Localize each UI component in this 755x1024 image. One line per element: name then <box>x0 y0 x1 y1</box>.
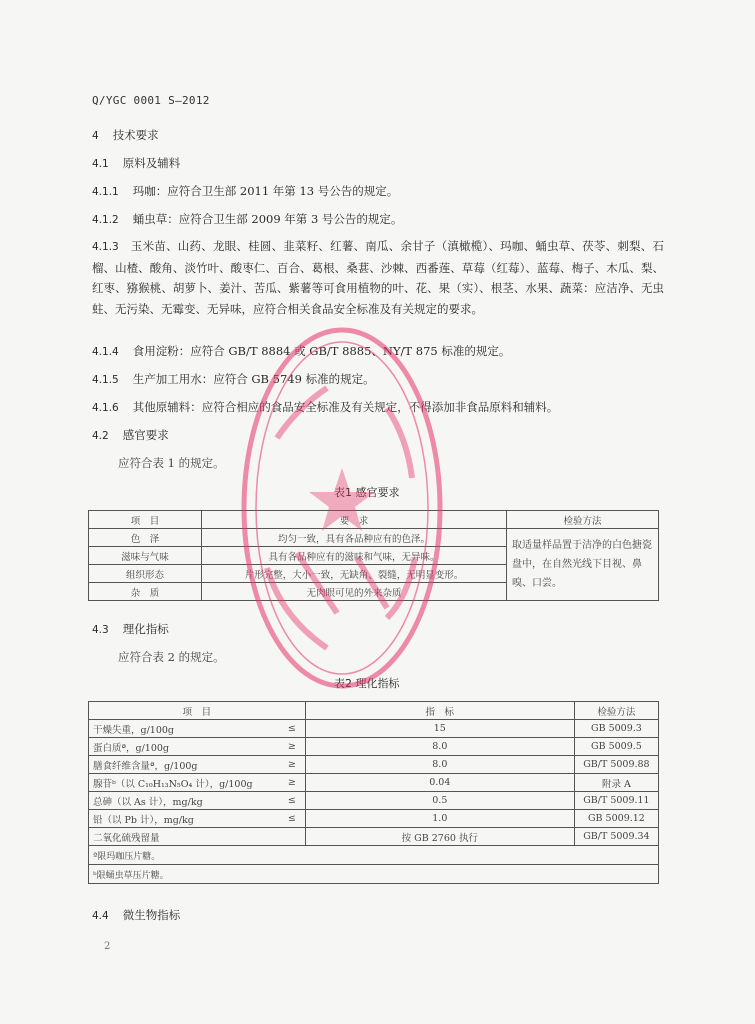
physicochemical-indicators-table <box>88 701 659 884</box>
table-cell-value: 8.0 <box>305 756 574 774</box>
table-cell-value: 0.04 <box>305 774 574 792</box>
table-cell-requirement: 具有各品种应有的滋味和气味，无异味。 <box>202 547 507 565</box>
table-footnote: ª限玛咖压片糖。 <box>89 846 659 865</box>
table-row <box>89 810 659 828</box>
table-cell-symbol <box>279 828 306 846</box>
table-cell-method: GB 5009.12 <box>574 810 658 828</box>
table-header-cell: 项 目 <box>89 702 306 720</box>
section-title: 微生物指标 <box>122 908 181 922</box>
table1-caption: 表1 感官要求 <box>334 486 400 499</box>
clause-text: 玛咖：应符合卫生部 2011 年第 13 号公告的规定。 <box>132 184 399 198</box>
table-cell-name: 二氧化硫残留量 <box>89 828 279 846</box>
page-number: 2 <box>104 941 111 952</box>
table-header-cell: 检验方法 <box>507 511 659 529</box>
table-row <box>89 828 659 846</box>
clause-number: 4.1.4 <box>92 346 119 358</box>
table-cell-method: 附录 A <box>574 774 658 792</box>
table-cell-requirement: 片形完整，大小一致，无缺角、裂缝，无明显变形。 <box>202 565 507 583</box>
clause-text: 蛹虫草：应符合卫生部 2009 年第 3 号公告的规定。 <box>132 212 403 226</box>
table-cell-value: 1.0 <box>305 810 574 828</box>
table-row <box>89 529 659 547</box>
table-cell-requirement: 无肉眼可见的外来杂质 <box>202 583 507 601</box>
section-title: 感官要求 <box>122 428 169 442</box>
table-cell-value: 0.5 <box>305 792 574 810</box>
section-4-4-heading <box>92 907 180 924</box>
table2-caption: 表2 理化指标 <box>334 677 400 690</box>
clause-number: 4.1.5 <box>92 374 119 386</box>
table-cell-symbol: ≥ <box>279 774 306 792</box>
table-cell-value: 按 GB 2760 执行 <box>305 828 574 846</box>
section-4-3-lead: 应符合表 2 的规定。 <box>118 650 225 664</box>
section-4-heading <box>92 127 159 144</box>
section-4-3-heading <box>92 621 169 638</box>
table-cell-method: GB/T 5009.88 <box>574 756 658 774</box>
table-header-row <box>89 702 659 720</box>
section-4-2-heading <box>92 427 169 444</box>
section-title: 技术要求 <box>112 128 159 142</box>
table-cell-value: 15 <box>305 720 574 738</box>
table-cell-symbol: ≤ <box>279 720 306 738</box>
table-footnote-row <box>89 846 659 865</box>
table-cell-method: GB/T 5009.34 <box>574 828 658 846</box>
clause-text: 其他原辅料：应符合相应的食品安全标准及有关规定，不得添加非食品原料和辅料。 <box>132 400 559 414</box>
clause-4-1-2 <box>92 211 402 228</box>
section-number: 4.3 <box>92 624 109 636</box>
table-cell-name: 总砷（以 As 计），mg/kg <box>89 792 279 810</box>
table-cell-method: GB 5009.3 <box>574 720 658 738</box>
clause-text: 玉米苗、山药、龙眼、桂圆、韭菜籽、红薯、南瓜、余甘子（滇橄榄）、玛咖、蛹虫草、茯苓、刺梨、石榴、山楂、酸角、淡竹叶、酸枣仁、百合、葛根、桑葚、沙棘、西番莲、草莓（红莓）、蓝莓、梅子、木瓜、梨、红枣、猕猴桃、胡萝卜、姜汁、苦瓜、紫薯等可食用植物的叶、花、果（实）、根茎、水果、蔬菜：应洁净、无虫蛀、无污染、无霉变、无异味，应符合相关食品安全标准及有关规定的要求。 <box>92 239 664 316</box>
table-cell-name: 干燥失重，g/100g <box>89 720 279 738</box>
table-cell-method: 取适量样品置于洁净的白色搪瓷盘中，在自然光线下目视、鼻嗅、口尝。 <box>507 529 659 601</box>
clause-number: 4.1.6 <box>92 402 119 414</box>
table-cell-item: 杂 质 <box>89 583 202 601</box>
table-footnote-row <box>89 865 659 884</box>
section-number: 4.1 <box>92 158 109 170</box>
table-row <box>89 756 659 774</box>
section-number: 4.2 <box>92 430 109 442</box>
clause-number: 4.1.3 <box>92 241 119 253</box>
table-cell-value: 8.0 <box>305 738 574 756</box>
table-cell-name: 膳食纤维含量ª，g/100g <box>89 756 279 774</box>
section-title: 原料及辅料 <box>122 156 181 170</box>
seal-inner-ring <box>256 342 428 674</box>
table-cell-method: GB/T 5009.11 <box>574 792 658 810</box>
table-cell-symbol: ≥ <box>279 738 306 756</box>
table-cell-item: 滋味与气味 <box>89 547 202 565</box>
clause-number: 4.1.1 <box>92 186 119 198</box>
table-footnote: ᵇ限蛹虫草压片糖。 <box>89 865 659 884</box>
clause-4-1-3 <box>92 236 664 319</box>
table-cell-item: 组织形态 <box>89 565 202 583</box>
table-cell-symbol: ≥ <box>279 756 306 774</box>
table-header-cell: 检验方法 <box>574 702 658 720</box>
clause-text: 生产加工用水：应符合 GB 5749 标准的规定。 <box>132 372 375 386</box>
clause-text: 食用淀粉：应符合 GB/T 8884 或 GB/T 8885、NY/T 875 标准的规定。 <box>132 344 511 358</box>
section-4-1-heading <box>92 155 180 172</box>
clause-4-1-5 <box>92 371 375 388</box>
table-cell-requirement: 均匀一致，具有各品种应有的色泽。 <box>202 529 507 547</box>
table-cell-name: 蛋白质ª，g/100g <box>89 738 279 756</box>
table-row <box>89 792 659 810</box>
table-header-row <box>89 511 659 529</box>
table-row <box>89 720 659 738</box>
table-cell-item: 色 泽 <box>89 529 202 547</box>
table-cell-method: GB 5009.5 <box>574 738 658 756</box>
sensory-requirements-table <box>88 510 659 601</box>
table-header-cell: 指 标 <box>305 702 574 720</box>
clause-4-1-1 <box>92 183 398 200</box>
table-header-cell: 项 目 <box>89 511 202 529</box>
table-cell-symbol: ≤ <box>279 792 306 810</box>
section-title: 理化指标 <box>122 622 169 636</box>
table-row <box>89 774 659 792</box>
table-cell-symbol: ≤ <box>279 810 306 828</box>
standard-code: Q/YGC 0001 S—2012 <box>92 94 210 107</box>
section-4-2-lead: 应符合表 1 的规定。 <box>118 456 225 470</box>
clause-4-1-6 <box>92 399 558 416</box>
table-row <box>89 738 659 756</box>
table-cell-name: 铅（以 Pb 计），mg/kg <box>89 810 279 828</box>
clause-number: 4.1.2 <box>92 214 119 226</box>
section-number: 4.4 <box>92 910 109 922</box>
table-cell-name: 腺苷ᵇ（以 C₁₀H₁₃N₅O₄ 计），g/100g <box>89 774 279 792</box>
section-number: 4 <box>92 130 99 142</box>
clause-4-1-4 <box>92 343 510 360</box>
table-header-cell: 要 求 <box>202 511 507 529</box>
